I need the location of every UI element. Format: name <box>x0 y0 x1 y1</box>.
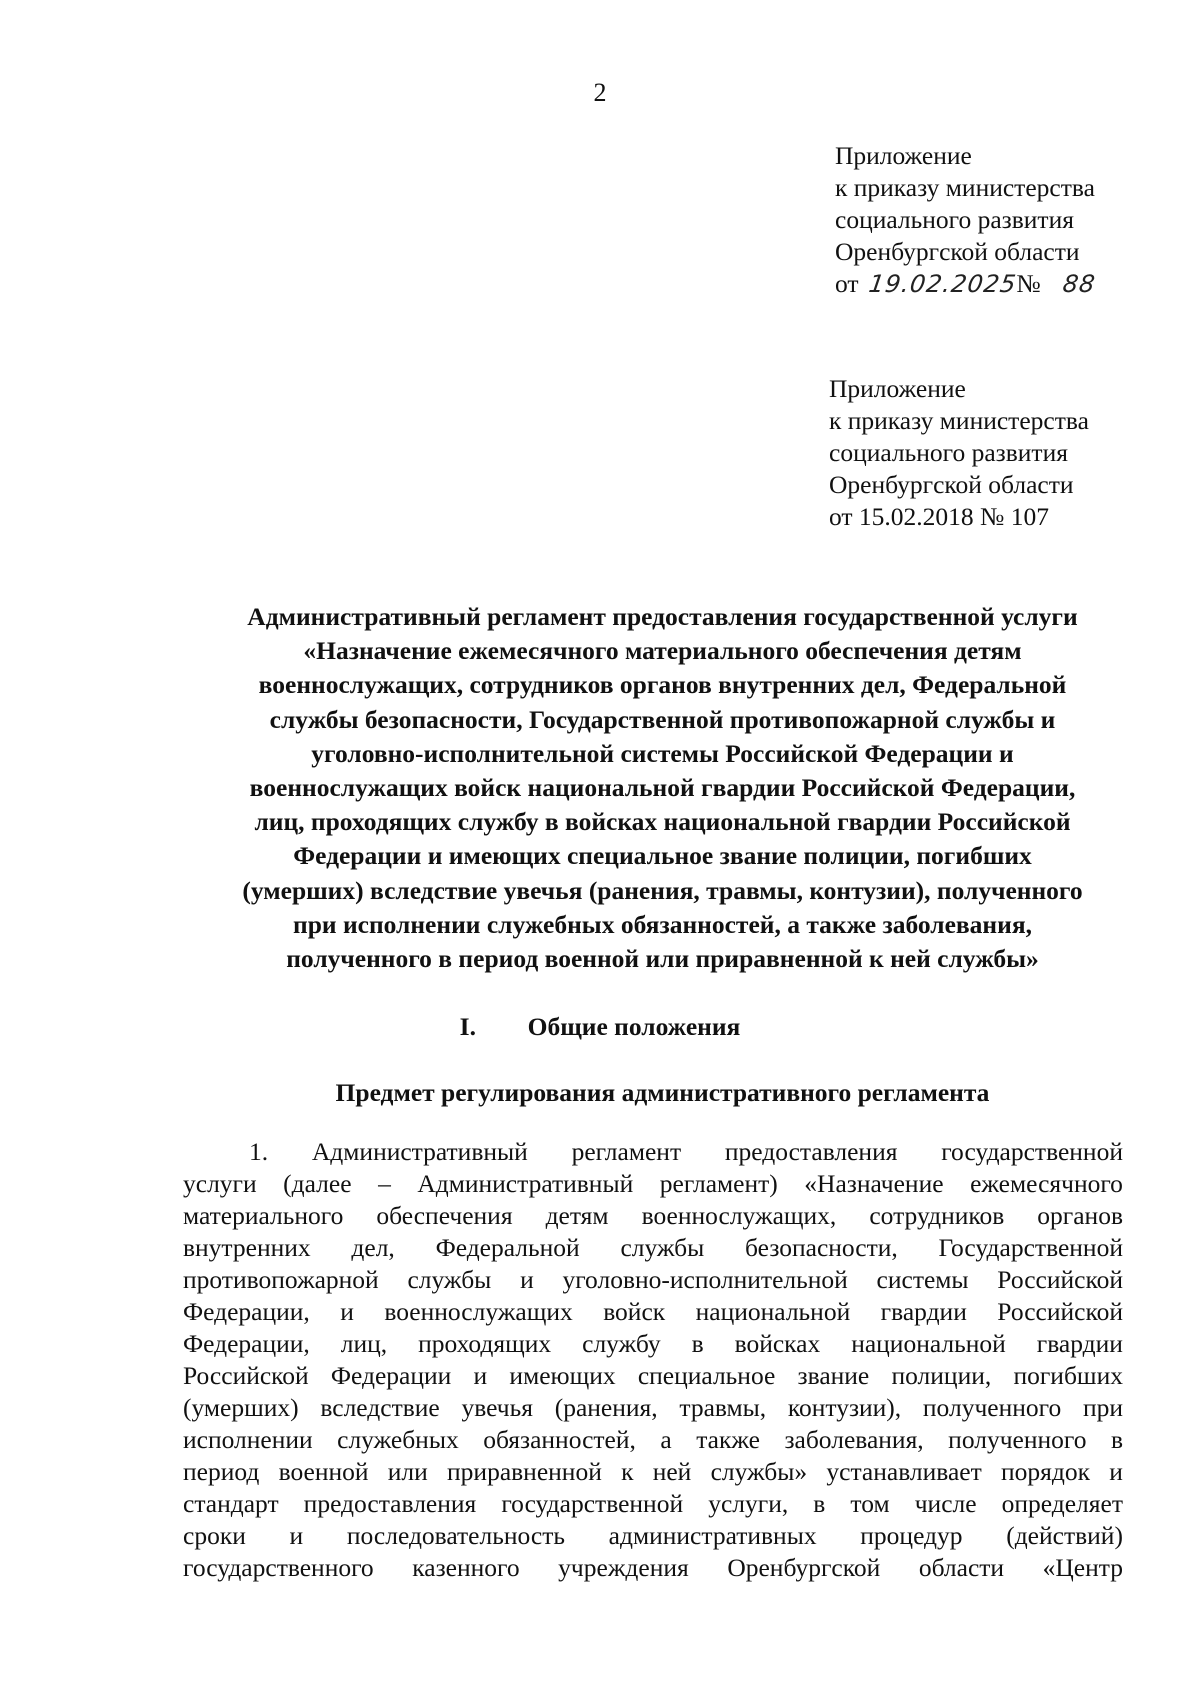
appendix-current-order <box>835 140 1096 300</box>
appendix-line: Приложение <box>829 374 966 403</box>
title-line: (умерших) вследствие увечья (ранения, травмы, контузии), полученного <box>242 875 1083 905</box>
appendix-line: Оренбургской области <box>829 470 1074 499</box>
section-heading <box>0 1012 1200 1042</box>
title-line: уголовно-исполнительной системы Российской Федерации и <box>311 738 1014 768</box>
appendix-line: социального развития <box>835 205 1074 234</box>
appendix-line: от 15.02.2018 № 107 <box>829 502 1050 531</box>
paragraph-line: 1. Административный регламент предоставления государственной <box>249 1137 1123 1166</box>
appendix-line: к приказу министерства <box>829 406 1089 435</box>
appendix-line: Приложение <box>835 141 972 170</box>
title-line: «Назначение ежемесячного материального обеспечения детям <box>303 636 1022 666</box>
paragraph-line: исполнении служебных обязанностей, а также заболевания, полученного в <box>183 1425 1123 1454</box>
title-line: Административный регламент предоставления государственной услуги <box>247 602 1078 631</box>
title-line: военнослужащих, сотрудников органов внутренних дел, Федеральной <box>258 670 1067 700</box>
date-prefix: от <box>835 269 859 298</box>
section-title: Общие положения <box>527 1012 741 1041</box>
appendix-line: социального развития <box>829 438 1068 467</box>
paragraph-line: противопожарной службы и уголовно-исполнительной системы Российской <box>183 1265 1123 1294</box>
paragraph-line: услуги (далее – Административный регламент) «Назначение ежемесячного <box>183 1169 1123 1198</box>
title-line: Федерации и имеющих специальное звание полиции, погибших <box>293 841 1032 871</box>
appendix-original-order <box>829 373 1089 533</box>
paragraph-line: Федерации, и военнослужащих войск национальной гвардии Российской <box>183 1297 1123 1326</box>
paragraph-body <box>183 1136 1123 1584</box>
appendix-line: Оренбургской области <box>835 237 1080 266</box>
title-line: военнослужащих войск национальной гвардии Российской Федерации, <box>249 773 1076 803</box>
paragraph-line: внутренних дел, Федеральной службы безопасности, Государственной <box>183 1233 1123 1262</box>
page-number: 2 <box>593 78 607 107</box>
section-number: I. <box>459 1012 476 1041</box>
appendix-line: к приказу министерства <box>835 173 1095 202</box>
handwritten-date: 19.02.2025 <box>866 270 1019 298</box>
appendix-date-line <box>835 268 1096 300</box>
paragraph-line: государственного казенного учреждения Оренбургской области «Центр <box>183 1553 1123 1582</box>
title-line: при исполнении служебных обязанностей, а также заболевания, <box>293 909 1032 939</box>
paragraph-line: (умерших) вследствие увечья (ранения, травмы, контузии), полученного при <box>183 1393 1123 1422</box>
paragraph-line: стандарт предоставления государственной услуги, в том числе определяет <box>183 1489 1123 1518</box>
paragraph-line: Российской Федерации и имеющих специальное звание полиции, погибших <box>183 1361 1123 1390</box>
handwritten-number: 88 <box>1061 270 1098 298</box>
title-line: службы безопасности, Государственной противопожарной службы и <box>269 704 1056 734</box>
paragraph-line: материального обеспечения детям военнослужащих, сотрудников органов <box>183 1201 1123 1230</box>
subsection-heading: Предмет регулирования административного регламента <box>335 1078 990 1107</box>
title-line: лиц, проходящих службу в войсках национальной гвардии Российской <box>254 807 1071 837</box>
paragraph-line: период военной или приравненной к ней службы» устанавливает порядок и <box>183 1457 1123 1486</box>
title-line: полученного в период военной или приравненной к ней службы» <box>286 944 1039 974</box>
number-sign: № <box>1016 269 1041 298</box>
document-title <box>175 600 1150 976</box>
paragraph-line: сроки и последовательность административных процедур (действий) <box>183 1521 1123 1550</box>
paragraph-line: Федерации, лиц, проходящих службу в войсках национальной гвардии <box>183 1329 1123 1358</box>
